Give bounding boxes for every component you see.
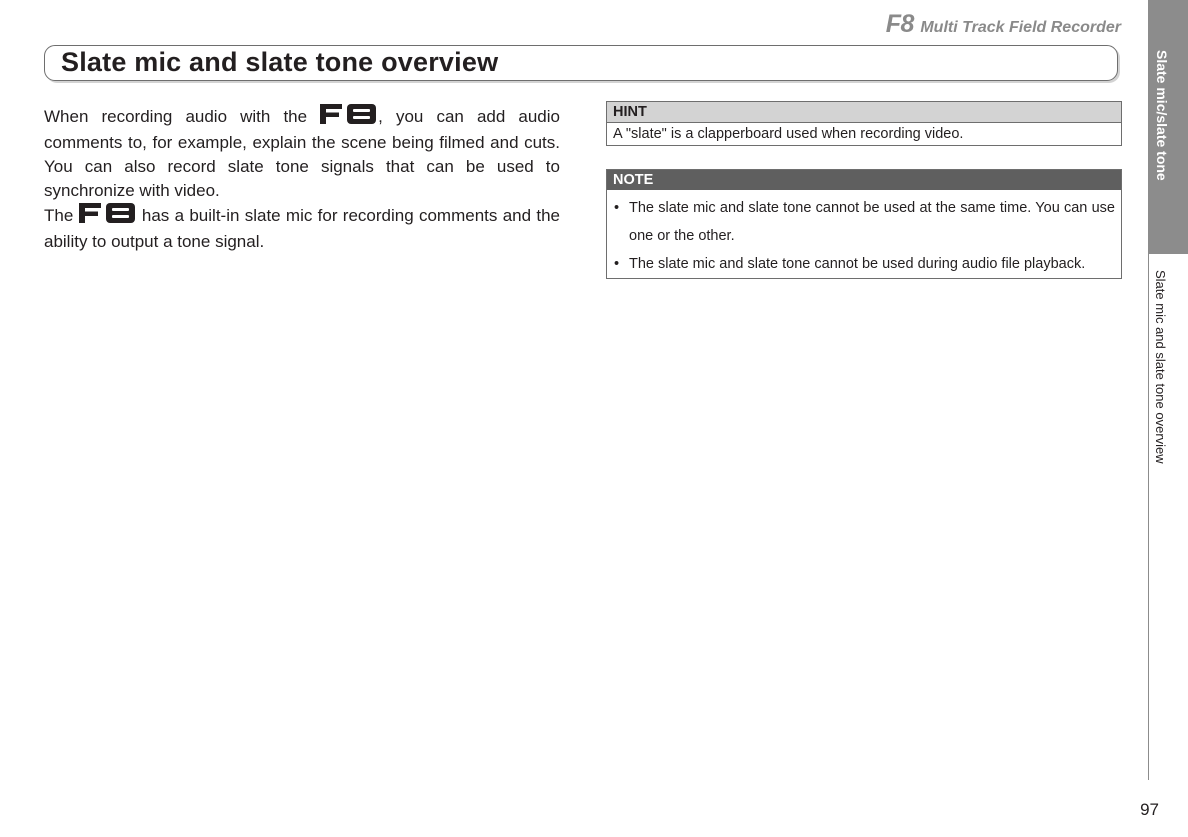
hint-heading: HINT xyxy=(607,102,1121,123)
intro-p2-start: The xyxy=(44,206,79,225)
page-title: Slate mic and slate tone overview xyxy=(61,47,499,77)
note-item: • The slate mic and slate tone cannot be used during audio file playback. xyxy=(613,250,1115,278)
note-box xyxy=(606,169,1122,279)
note-heading: NOTE xyxy=(607,170,1121,190)
header-subtitle: Multi Track Field Recorder xyxy=(920,19,1121,36)
hint-box xyxy=(606,101,1122,146)
side-divider xyxy=(1148,254,1149,780)
section-tab-label: Slate mic/slate tone xyxy=(1154,50,1170,181)
note-item: • The slate mic and slate tone cannot be used at the same time. You can use one or the other. xyxy=(613,194,1115,250)
intro-p2-end: has a built-in slate mic for recording comments and the ability to output a tone signal. xyxy=(44,206,560,251)
intro-p1-start: When recording audio with the xyxy=(44,107,321,126)
header-brand xyxy=(886,10,1121,39)
intro-p1-end: , you can add audio comments to, for example, explain the scene being filmed and cuts. You can also record slate tone signals that can be used to synchronize with video. xyxy=(44,107,560,200)
title-box xyxy=(44,45,1118,81)
intro-text xyxy=(44,104,560,254)
intro-paragraph-1 xyxy=(44,104,560,203)
page-topic-tab-label: Slate mic and slate tone overview xyxy=(1153,270,1168,464)
intro-paragraph-2 xyxy=(44,203,560,254)
f8-logo xyxy=(79,203,137,230)
header-model: F8 xyxy=(885,10,914,38)
hint-text: A "slate" is a clapperboard used when recording video. xyxy=(613,126,964,142)
f8-logo xyxy=(320,104,378,131)
page-number: 97 xyxy=(1140,800,1159,819)
note-list xyxy=(607,190,1121,278)
